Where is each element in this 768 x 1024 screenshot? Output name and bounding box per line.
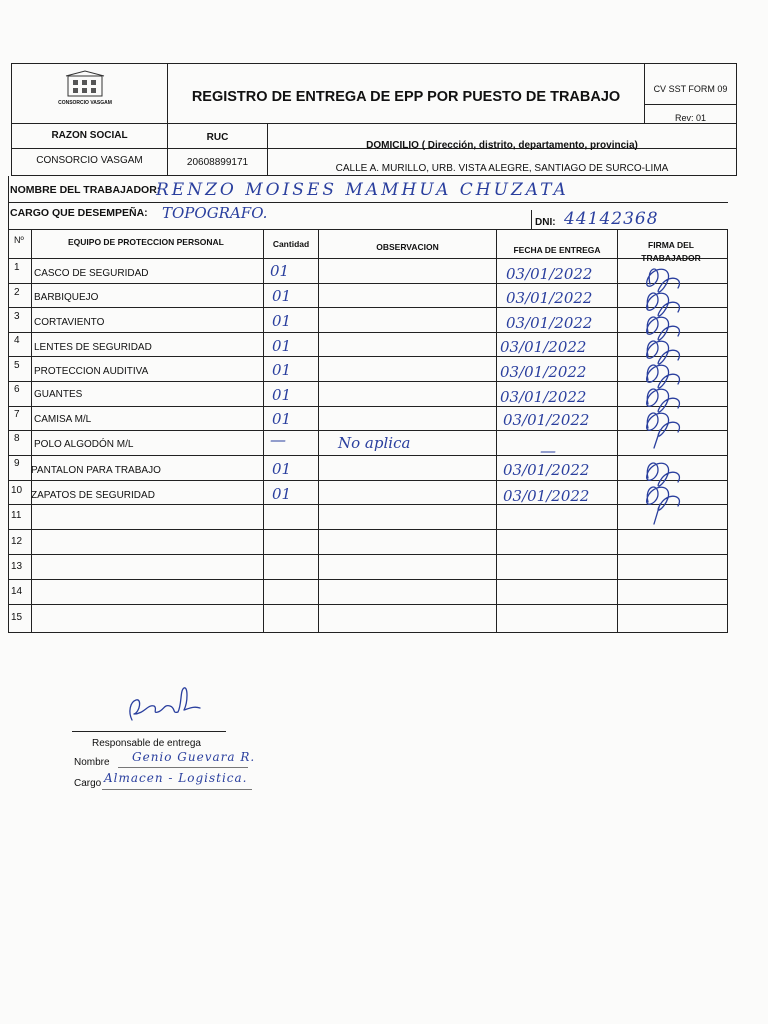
- row-item: LENTES DE SEGURIDAD: [34, 342, 152, 353]
- header-delivery-date: FECHA DE ENTREGA: [513, 245, 601, 255]
- row-item: GUANTES: [34, 389, 83, 400]
- row-number: 15: [11, 612, 23, 623]
- building-icon: [40, 70, 130, 100]
- row-quantity: 01: [272, 337, 292, 355]
- row-number: 12: [11, 536, 23, 547]
- responsable-signature: [118, 684, 208, 726]
- header-worker-signature: FIRMA DEL TRABAJADOR: [641, 240, 701, 263]
- row-number: 2: [14, 287, 20, 298]
- row-quantity: 01: [272, 287, 292, 305]
- row-date: 03/01/2022: [503, 461, 590, 479]
- worker-signatures: [628, 262, 698, 532]
- row-observation: No aplica: [338, 434, 411, 452]
- row-number: 3: [14, 311, 20, 322]
- ruc-value: 20608899171: [186, 157, 249, 168]
- domicilio-value: CALLE A. MURILLO, URB. VISTA ALEGRE, SANTIAGO DE SURCO-LIMA: [335, 163, 669, 174]
- row-item: CORTAVIENTO: [34, 317, 105, 328]
- nombre-label: Nombre: [74, 757, 110, 768]
- form-code: CV SST FORM 09: [653, 84, 728, 94]
- row-date: 03/01/2022: [506, 289, 593, 307]
- row-date: 03/01/2022: [500, 338, 587, 356]
- row-quantity: 01: [272, 460, 292, 478]
- dni-value: 44142368: [564, 209, 659, 229]
- header-number: Nº: [14, 235, 24, 245]
- responsable-label: Responsable de entrega: [92, 738, 201, 749]
- row-item: POLO ALGODÓN M/L: [34, 439, 134, 450]
- row-number: 7: [14, 409, 20, 420]
- domicilio-label: DOMICILIO ( Dirección, distrito, departamento, provincia): [366, 140, 638, 151]
- row-quantity: 01: [272, 386, 292, 404]
- row-item: PANTALON PARA TRABAJO: [31, 465, 161, 476]
- header-equipment: EQUIPO DE PROTECCION PERSONAL: [68, 237, 224, 247]
- row-quantity: 01: [272, 361, 292, 379]
- row-number: 5: [14, 360, 20, 371]
- row-number: 8: [14, 433, 20, 444]
- cargo-value: Almacen - Logistica.: [104, 771, 248, 785]
- row-quantity: —: [270, 430, 286, 449]
- form-title: REGISTRO DE ENTREGA DE EPP POR PUESTO DE TRABAJO: [191, 89, 621, 105]
- worker-position-value: TOPOGRAFO.: [162, 204, 268, 222]
- row-quantity: 01: [270, 262, 290, 280]
- razon-social-value: CONSORCIO VASGAM: [36, 155, 143, 166]
- row-number: 9: [14, 458, 20, 469]
- header-observation: OBSERVACION: [376, 242, 439, 252]
- header-quantity: Cantidad: [272, 239, 310, 249]
- company-logo: [40, 70, 130, 112]
- row-date: 03/01/2022: [503, 411, 590, 429]
- row-number: 1: [14, 262, 20, 273]
- row-number: 6: [14, 384, 20, 395]
- form-revision: Rev: 01: [674, 113, 707, 123]
- row-date: 03/01/2022: [506, 314, 593, 332]
- row-number: 13: [11, 561, 23, 572]
- row-number: 10: [11, 485, 23, 496]
- row-quantity: 01: [272, 312, 292, 330]
- dni-label: DNI:: [535, 217, 556, 228]
- ruc-label: RUC: [206, 132, 229, 143]
- cargo-label: Cargo: [74, 778, 102, 789]
- worker-name-value: RENZO MOISES MAMHUA CHUZATA: [156, 180, 569, 200]
- row-date: 03/01/2022: [500, 388, 587, 406]
- nombre-value: Genio Guevara R.: [132, 750, 256, 764]
- row-date: 03/01/2022: [506, 265, 593, 283]
- row-number: 14: [11, 586, 23, 597]
- row-number: 11: [11, 510, 22, 521]
- row-item: CASCO DE SEGURIDAD: [34, 268, 149, 279]
- row-item: PROTECCION AUDITIVA: [34, 366, 149, 377]
- razon-social-label: RAZON SOCIAL: [51, 130, 128, 141]
- worker-position-label: CARGO QUE DESEMPEÑA:: [10, 207, 148, 219]
- row-date: —: [540, 441, 556, 460]
- logo-text: CONSORCIO VASGAM: [58, 100, 112, 106]
- worker-name-label: NOMBRE DEL TRABAJADOR:: [10, 184, 161, 196]
- row-quantity: 01: [272, 485, 292, 503]
- row-item: BARBIQUEJO: [34, 292, 99, 303]
- row-date: 03/01/2022: [503, 487, 590, 505]
- row-date: 03/01/2022: [500, 363, 587, 381]
- row-quantity: 01: [272, 410, 292, 428]
- row-item: CAMISA M/L: [34, 414, 92, 425]
- row-number: 4: [14, 335, 20, 346]
- row-item: ZAPATOS DE SEGURIDAD: [31, 490, 155, 501]
